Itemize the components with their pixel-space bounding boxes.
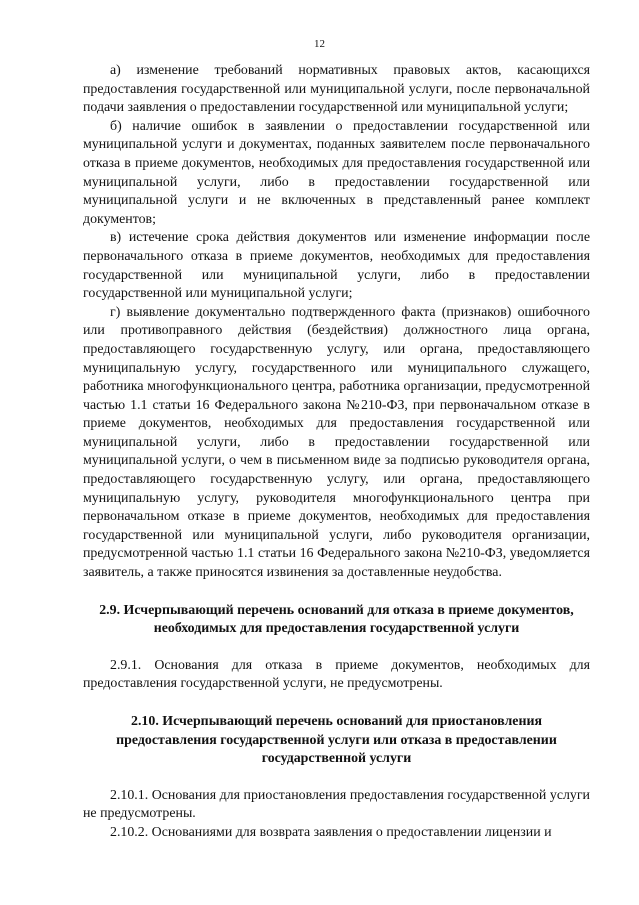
section-2-10-heading: 2.10. Исчерпывающий перечень оснований для приостановления предоставления государственной услуги или отказа в предоставлении государственной услуги bbox=[116, 714, 557, 767]
document-body bbox=[83, 62, 590, 843]
section-2-9-heading: 2.9. Исчерпывающий перечень оснований для отказа в приеме документов, необходимых для предоставления государственной услуги bbox=[99, 602, 574, 637]
paragraph-g: г) выявление документально подтвержденного факта (признаков) ошибочного или противоправного действия (бездействия) должностного лица органа, предоставляющего государственную услугу, или органа, предоставляющего муниципальную услугу, государственного или муниципального служащего, работника многофункционального центра, работника организации, предусмотренной частью 1.1 статьи 16 Федерального закона №210-ФЗ, при первоначальном отказе в приеме документов, необходимых для предоставления государственной или муниципальной услуги, либо в предоставлении государственной или муниципальной услуги, о чем в письменном виде за подписью руководителя органа, предоставляющего государственную услугу, или органа, предоставляющего муниципальную услугу, руководителя многофункционального центра при первоначальном отказе в приеме документов, необходимых для предоставления государственной или муниципальной услуги, либо руководителя организации, предусмотренной частью 1.1 статьи 16 Федерального закона №210-ФЗ, уведомляется заявитель, а также приносятся извинения за доставленные неудобства. bbox=[83, 304, 590, 581]
paragraph-a: а) изменение требований нормативных правовых актов, касающихся предоставления государственной или муниципальной услуги, после первоначальной подачи заявления о предоставлении государственной или муниципальной услуги; bbox=[83, 63, 590, 116]
paragraph-b: б) наличие ошибок в заявлении о предоставлении государственной или муниципальной услуги и документах, поданных заявителем после первоначального отказа в приеме документов, необходимых для предоставления государственной или муниципальной услуги, либо в предоставлении государственной или муниципальной услуги и не включенных в представленный ранее комплект документов; bbox=[83, 118, 590, 227]
paragraph-2-10-2: 2.10.2. Основаниями для возврата заявления о предоставлении лицензии и bbox=[110, 824, 552, 840]
paragraph-2-9-1: 2.9.1. Основания для отказа в приеме документов, необходимых для предоставления государственной услуги, не предусмотрены. bbox=[83, 657, 590, 692]
paragraph-v: в) истечение срока действия документов или изменение информации после первоначального отказа в приеме документов, необходимых для предоставления государственной или муниципальной услуги, либо в предоставлении государственной или муниципальной услуги; bbox=[83, 230, 590, 302]
paragraph-2-10-1: 2.10.1. Основания для приостановления предоставления государственной услуги не предусмотрены. bbox=[83, 787, 590, 822]
page-number: 12 bbox=[314, 38, 325, 50]
